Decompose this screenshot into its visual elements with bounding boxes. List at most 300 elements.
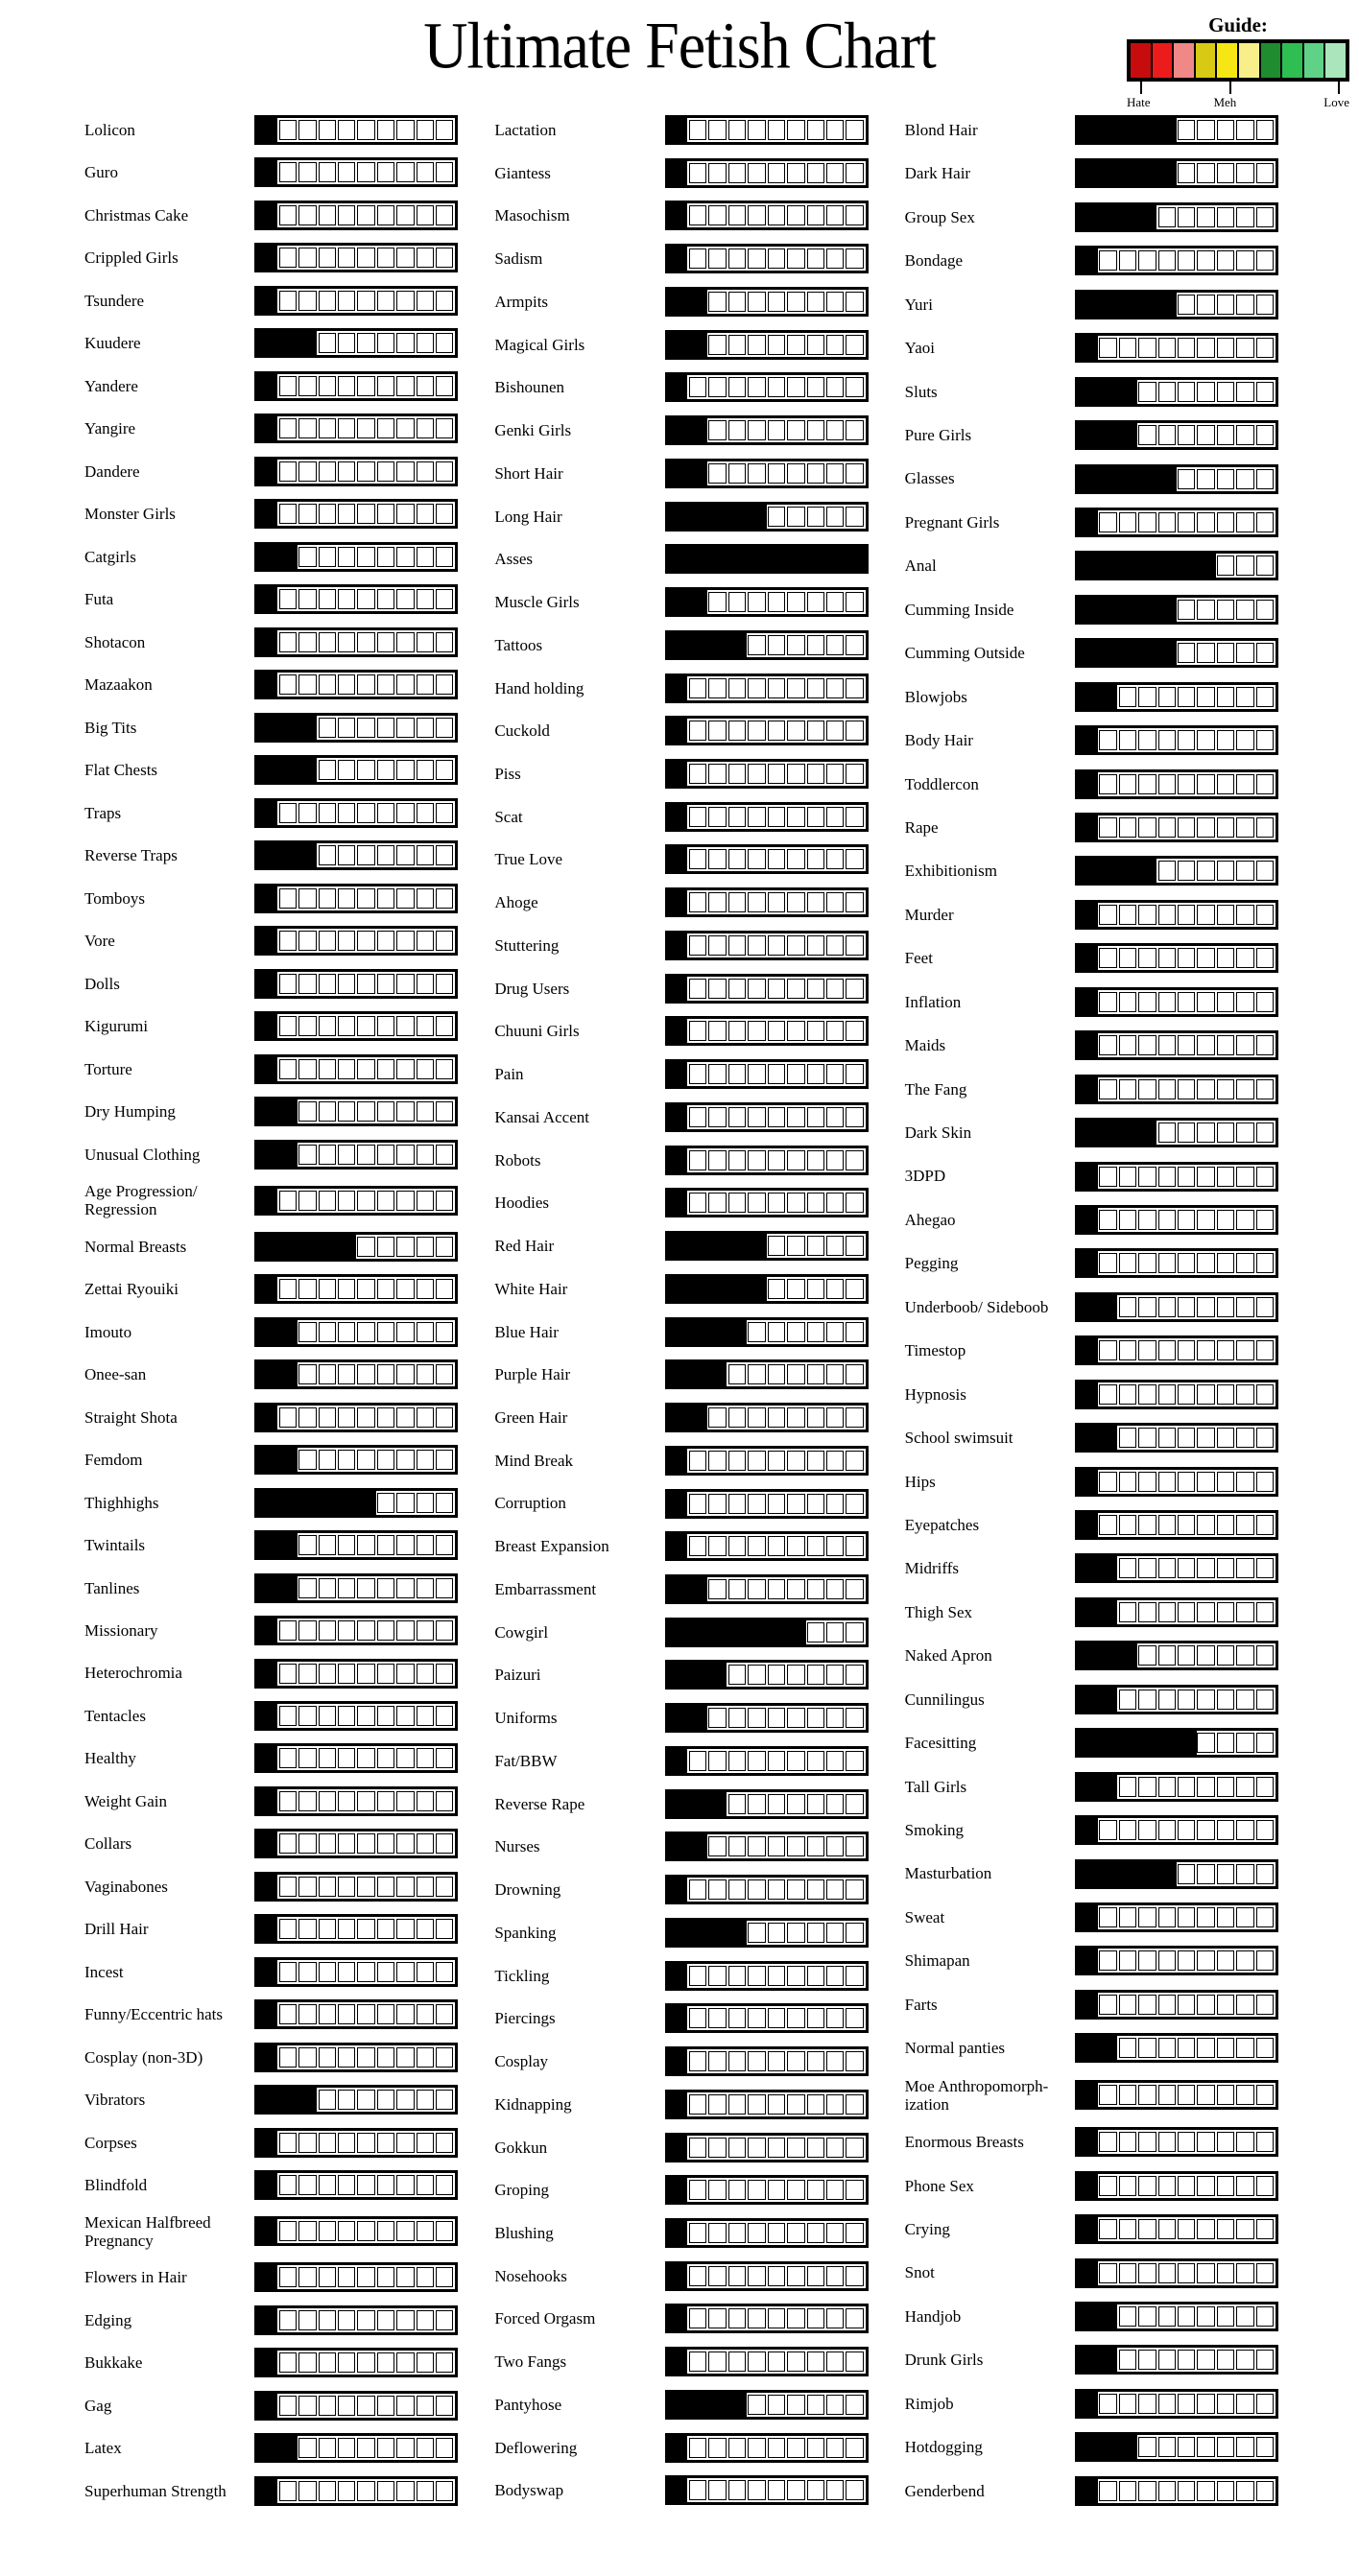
rating-bar: [665, 1146, 869, 1175]
rating-cell: [807, 1107, 824, 1127]
rating-cell: [417, 1919, 434, 1939]
rating-cell: [1236, 1645, 1253, 1666]
rating-cell: [1197, 1907, 1214, 1927]
rating-cell: [1178, 643, 1195, 663]
guide-color-cell-3: [1174, 43, 1196, 78]
rating-cell: [417, 461, 434, 482]
chart-row: [81, 115, 458, 145]
rating-cell: [1158, 512, 1176, 532]
rating-fill: [668, 333, 707, 357]
chart-row: [490, 544, 868, 574]
chart-row: [81, 584, 458, 614]
rating-cell: [1197, 1167, 1214, 1187]
rating-cells: [1080, 1907, 1274, 1927]
rating-cell: [1138, 2176, 1156, 2196]
rating-cell: [1197, 295, 1214, 315]
rating-cell: [377, 1706, 394, 1726]
rating-cell: [728, 2480, 746, 2500]
rating-cell: [708, 248, 726, 269]
rating-cell: [298, 376, 316, 396]
rating-cells: [259, 1919, 453, 1939]
chart-row: [901, 1553, 1278, 1583]
item-label: Piss: [494, 765, 521, 783]
rating-fill: [1078, 293, 1177, 317]
rating-fill: [257, 246, 277, 270]
rating-cell: [787, 2351, 804, 2372]
item-label: Dry Humping: [84, 1102, 176, 1122]
rating-fill: [1078, 1731, 1197, 1755]
rating-cell: [436, 547, 453, 567]
rating-cells: [1080, 774, 1274, 794]
item-label: 3DPD: [904, 1167, 946, 1186]
rating-cell: [377, 2175, 394, 2195]
rating-cell: [319, 2352, 336, 2373]
rating-cells: [670, 764, 864, 784]
rating-cells: [670, 1494, 864, 1514]
rating-cell: [1119, 1995, 1136, 2015]
rating-cell: [1236, 1690, 1253, 1710]
rating-cell: [1256, 2038, 1274, 2058]
item-label: Body Hair: [904, 731, 973, 750]
chart-row: [901, 682, 1278, 712]
rating-fill: [668, 1362, 727, 1386]
rating-cell: [1178, 469, 1195, 489]
rating-cell: [298, 2004, 316, 2024]
rating-fill: [668, 1878, 688, 1902]
rating-cell: [1138, 2263, 1156, 2283]
rating-cell: [357, 1791, 374, 1811]
rating-fill: [257, 1960, 277, 1984]
rating-cell: [1217, 1645, 1234, 1666]
chart-row: [901, 1075, 1278, 1104]
rating-cell: [357, 2221, 374, 2241]
rating-bar: [254, 499, 458, 529]
rating-fill: [668, 1834, 707, 1858]
rating-cell: [807, 377, 824, 397]
rating-cell: [1197, 861, 1214, 881]
rating-cell: [708, 1107, 726, 1127]
chart-row: [901, 725, 1278, 755]
rating-cell: [298, 461, 316, 482]
rating-bar: [1075, 1728, 1278, 1758]
rating-fill: [1078, 1993, 1098, 2017]
rating-cell: [1236, 1210, 1253, 1230]
rating-bar: [665, 1446, 869, 1476]
rating-cell: [1119, 2038, 1136, 2058]
item-label: Vore: [84, 932, 115, 951]
rating-cell: [396, 1237, 414, 1257]
rating-fill: [257, 1189, 277, 1213]
rating-cell: [748, 1836, 765, 1856]
chart-row: [490, 1918, 868, 1948]
chart-row: [490, 2046, 868, 2076]
item-label: Ahoge: [494, 893, 538, 912]
chart-row: [81, 542, 458, 572]
rating-cell: [338, 1919, 355, 1939]
item-label: Purple Hair: [494, 1365, 571, 1384]
rating-cell: [826, 2438, 844, 2458]
rating-bar: [1075, 2171, 1278, 2201]
rating-cell: [748, 1794, 765, 1814]
rating-cell: [846, 1536, 863, 1556]
rating-fill: [257, 1832, 277, 1855]
rating-cell: [1217, 555, 1234, 576]
rating-cell: [1178, 1384, 1195, 1405]
rating-fill: [257, 1704, 277, 1728]
rating-cell: [319, 162, 336, 182]
rating-fill: [257, 2351, 277, 2375]
item-label: Dark Hair: [904, 164, 971, 183]
rating-cell: [708, 1407, 726, 1428]
rating-cell: [1256, 382, 1274, 402]
rating-cell: [708, 420, 726, 440]
rating-cell: [1256, 730, 1274, 750]
chart-row: [81, 157, 458, 187]
rating-cell: [807, 1794, 824, 1814]
rating-cell: [748, 2180, 765, 2200]
rating-cell: [357, 1322, 374, 1342]
rating-cell: [319, 1407, 336, 1428]
rating-cell: [748, 1064, 765, 1084]
rating-cell: [279, 162, 297, 182]
rating-cell: [1119, 2394, 1136, 2414]
chart-row: [901, 464, 1278, 494]
chart-row: [490, 1059, 868, 1089]
rating-cell: [357, 2438, 374, 2458]
rating-cell: [396, 1059, 414, 1079]
rating-cell: [768, 120, 785, 140]
rating-cell: [338, 461, 355, 482]
rating-cell: [1158, 2219, 1176, 2239]
rating-cell: [728, 1665, 746, 1685]
rating-cell: [298, 1962, 316, 1982]
rating-cell: [1197, 382, 1214, 402]
rating-cell: [826, 1622, 844, 1642]
rating-cell: [1138, 817, 1156, 838]
rating-cell: [396, 1791, 414, 1811]
rating-cell: [396, 504, 414, 524]
rating-cell: [1197, 1558, 1214, 1578]
rating-cell: [748, 292, 765, 312]
rating-cell: [1197, 2038, 1214, 2058]
rating-cell: [319, 2133, 336, 2153]
rating-cell: [338, 2481, 355, 2501]
item-label: Pain: [494, 1065, 524, 1084]
chart-row: [901, 2077, 1278, 2114]
rating-cell: [1197, 2437, 1214, 2457]
chart-row: [901, 2476, 1278, 2506]
rating-bar: [1075, 595, 1278, 625]
rating-cell: [1217, 1515, 1234, 1535]
rating-cell: [357, 1145, 374, 1165]
rating-cell: [708, 377, 726, 397]
rating-cell: [338, 1833, 355, 1854]
rating-cell: [708, 1064, 726, 1084]
rating-cell: [319, 1450, 336, 1470]
rating-cells: [670, 2351, 864, 2372]
rating-cell: [826, 2223, 844, 2243]
item-label: Imouto: [84, 1322, 132, 1341]
rating-cell: [298, 248, 316, 268]
rating-cell: [1197, 730, 1214, 750]
rating-cells: [259, 1664, 453, 1684]
rating-cell: [826, 764, 844, 784]
rating-cell: [279, 418, 297, 438]
rating-cell: [787, 1794, 804, 1814]
rating-cell: [279, 1191, 297, 1211]
rating-bar: [1075, 1205, 1278, 1235]
rating-cell: [396, 2396, 414, 2416]
chart-row: [901, 1248, 1278, 1278]
rating-cell: [377, 760, 394, 780]
rating-cell: [357, 248, 374, 268]
rating-bar: [254, 840, 458, 870]
chart-row: [490, 974, 868, 1004]
rating-cell: [768, 1708, 785, 1728]
rating-bar: [665, 1832, 869, 1861]
rating-bar: [665, 115, 869, 145]
rating-cell: [787, 764, 804, 784]
rating-bar: [665, 1102, 869, 1132]
rating-cell: [728, 1494, 746, 1514]
item-label: Stuttering: [494, 935, 560, 955]
rating-bar: [665, 158, 869, 188]
rating-cell: [1256, 1645, 1274, 1666]
rating-cell: [298, 1706, 316, 1726]
rating-cell: [298, 120, 316, 140]
rating-cell: [1217, 948, 1234, 968]
rating-cell: [689, 1451, 706, 1471]
rating-cell: [1197, 1645, 1214, 1666]
rating-fill: [668, 1964, 688, 1988]
rating-cells: [1080, 250, 1274, 271]
rating-cell: [768, 1923, 785, 1943]
rating-cell: [846, 807, 863, 827]
rating-bar: [1075, 1335, 1278, 1365]
rating-cell: [807, 463, 824, 484]
rating-cell: [728, 979, 746, 999]
rating-cell: [357, 504, 374, 524]
rating-cell: [708, 1494, 726, 1514]
rating-cell: [436, 2267, 453, 2287]
rating-cell: [436, 2133, 453, 2153]
rating-cell: [436, 2090, 453, 2110]
item-label: Blushing: [494, 2223, 554, 2242]
rating-cell: [1217, 1035, 1234, 1055]
rating-cell: [1236, 1035, 1253, 1055]
rating-cell: [846, 1494, 863, 1514]
rating-bar: [1075, 1467, 1278, 1497]
rating-cell: [728, 2351, 746, 2372]
rating-cell: [436, 974, 453, 994]
rating-cell: [728, 377, 746, 397]
rating-cell: [1256, 2219, 1274, 2239]
rating-cell: [708, 935, 726, 956]
rating-bar: [254, 1274, 458, 1304]
rating-fill: [1078, 1077, 1098, 1101]
item-label: Nurses: [494, 1837, 540, 1856]
rating-cell: [1138, 1297, 1156, 1317]
rating-cell: [787, 1836, 804, 1856]
rating-cell: [298, 1877, 316, 1897]
rating-bar: [1075, 2432, 1278, 2462]
item-label: Big Tits: [84, 718, 137, 737]
chart-row: [490, 844, 868, 874]
rating-bar: [1075, 2345, 1278, 2375]
rating-cell: [1256, 1733, 1274, 1753]
rating-fill: [1078, 1775, 1117, 1799]
item-label: Cumming Outside: [904, 644, 1025, 663]
rating-cell: [1119, 1035, 1136, 1055]
rating-cell: [807, 807, 824, 827]
rating-fill: [668, 847, 688, 871]
rating-cell: [1158, 992, 1176, 1012]
rating-cell: [338, 1450, 355, 1470]
rating-cell: [319, 1664, 336, 1684]
rating-cell: [1217, 1820, 1234, 1840]
rating-cell: [807, 1064, 824, 1084]
rating-cell: [396, 2133, 414, 2153]
chart-row: [901, 1815, 1278, 1845]
rating-cell: [319, 1016, 336, 1036]
rating-cell: [768, 1794, 785, 1814]
item-label: Superhuman Strength: [84, 2481, 226, 2500]
rating-bar: [254, 1359, 458, 1389]
item-label: Gokkun: [494, 2138, 548, 2157]
chart-row: [490, 1789, 868, 1819]
rating-cell: [1138, 2038, 1156, 2058]
rating-cell: [417, 1450, 434, 1470]
rating-cell: [728, 2180, 746, 2200]
rating-fill: [1078, 1862, 1177, 1886]
rating-cell: [1119, 1253, 1136, 1273]
rating-cell: [728, 849, 746, 869]
rating-fill: [1078, 1165, 1098, 1189]
chart-row: [490, 1832, 868, 1861]
rating-cell: [807, 507, 824, 527]
item-label: Crying: [904, 2220, 950, 2239]
rating-cell: [1178, 2437, 1195, 2457]
rating-cell: [1217, 1384, 1234, 1405]
rating-cell: [728, 1579, 746, 1599]
chart-row: [901, 595, 1278, 625]
rating-cell: [1158, 2350, 1176, 2370]
rating-cell: [1119, 1777, 1136, 1797]
rating-cell: [807, 335, 824, 355]
rating-cell: [1197, 905, 1214, 925]
rating-cell: [436, 1322, 453, 1342]
rating-cell: [768, 2180, 785, 2200]
rating-cell: [748, 892, 765, 912]
rating-cells: [1080, 1210, 1274, 1230]
rating-cell: [1138, 1907, 1156, 1927]
rating-cell: [1217, 861, 1234, 881]
rating-cell: [846, 2480, 863, 2500]
rating-bar: [1075, 1380, 1278, 1409]
rating-cell: [396, 1620, 414, 1641]
rating-cell: [279, 1279, 297, 1299]
rating-cell: [279, 120, 297, 140]
rating-cell: [807, 678, 824, 698]
item-label: Forced Orgasm: [494, 2309, 596, 2328]
item-label: Farts: [904, 1995, 938, 2014]
rating-cell: [768, 248, 785, 269]
rating-cell: [319, 1833, 336, 1854]
rating-bar: [1075, 1075, 1278, 1104]
rating-cell: [689, 1064, 706, 1084]
item-label: Uniforms: [494, 1709, 558, 1728]
rating-cell: [787, 807, 804, 827]
rating-cell: [357, 461, 374, 482]
rating-cell: [357, 888, 374, 909]
rating-cell: [1138, 512, 1156, 532]
rating-cell: [787, 507, 804, 527]
rating-cell: [1158, 1558, 1176, 1578]
rating-cell: [319, 2396, 336, 2416]
rating-cell: [689, 721, 706, 741]
rating-cell: [1119, 1472, 1136, 1492]
rating-cell: [1138, 1995, 1156, 2015]
rating-cell: [768, 721, 785, 741]
rating-cell: [357, 2481, 374, 2501]
rating-cell: [417, 120, 434, 140]
item-label: Cuckold: [494, 721, 550, 741]
rating-cell: [1158, 1384, 1176, 1405]
rating-cell: [689, 2180, 706, 2200]
rating-cell: [1197, 948, 1214, 968]
chart-row: [490, 1574, 868, 1604]
rating-cells: [1080, 948, 1274, 968]
rating-fill: [668, 1277, 767, 1301]
chart-row: [901, 2214, 1278, 2244]
rating-cells: [259, 1016, 453, 1036]
rating-cell: [748, 635, 765, 655]
rating-cell: [436, 2310, 453, 2330]
rating-cell: [728, 1451, 746, 1471]
rating-cell: [1138, 250, 1156, 271]
rating-cell: [1217, 163, 1234, 183]
rating-cell: [768, 892, 785, 912]
rating-cell: [1236, 2481, 1253, 2501]
rating-cell: [1178, 1602, 1195, 1622]
rating-cell: [1119, 2176, 1136, 2196]
rating-cell: [708, 2223, 726, 2243]
rating-cell: [396, 333, 414, 353]
rating-cell: [396, 888, 414, 909]
item-label: Smoking: [904, 1821, 965, 1840]
rating-cell: [319, 2090, 336, 2110]
rating-cell: [748, 1407, 765, 1428]
rating-cell: [748, 205, 765, 225]
rating-cell: [768, 2480, 785, 2500]
guide-color-cell-6: [1239, 43, 1261, 78]
chart-row: [81, 2348, 458, 2377]
rating-cell: [1099, 817, 1116, 838]
guide-color-cell-7: [1261, 43, 1283, 78]
chart-row: [81, 2391, 458, 2421]
rating-fill: [257, 2088, 317, 2112]
rating-bar: [1075, 290, 1278, 319]
rating-cell: [436, 1191, 453, 1211]
rating-cell: [1197, 992, 1214, 1012]
rating-cell: [1197, 1864, 1214, 1884]
item-label: Shimapan: [904, 1951, 970, 1971]
rating-cell: [1158, 1645, 1176, 1666]
rating-cell: [377, 1450, 394, 1470]
rating-cell: [357, 2352, 374, 2373]
rating-cells: [1080, 2263, 1274, 2283]
rating-cell: [787, 1579, 804, 1599]
